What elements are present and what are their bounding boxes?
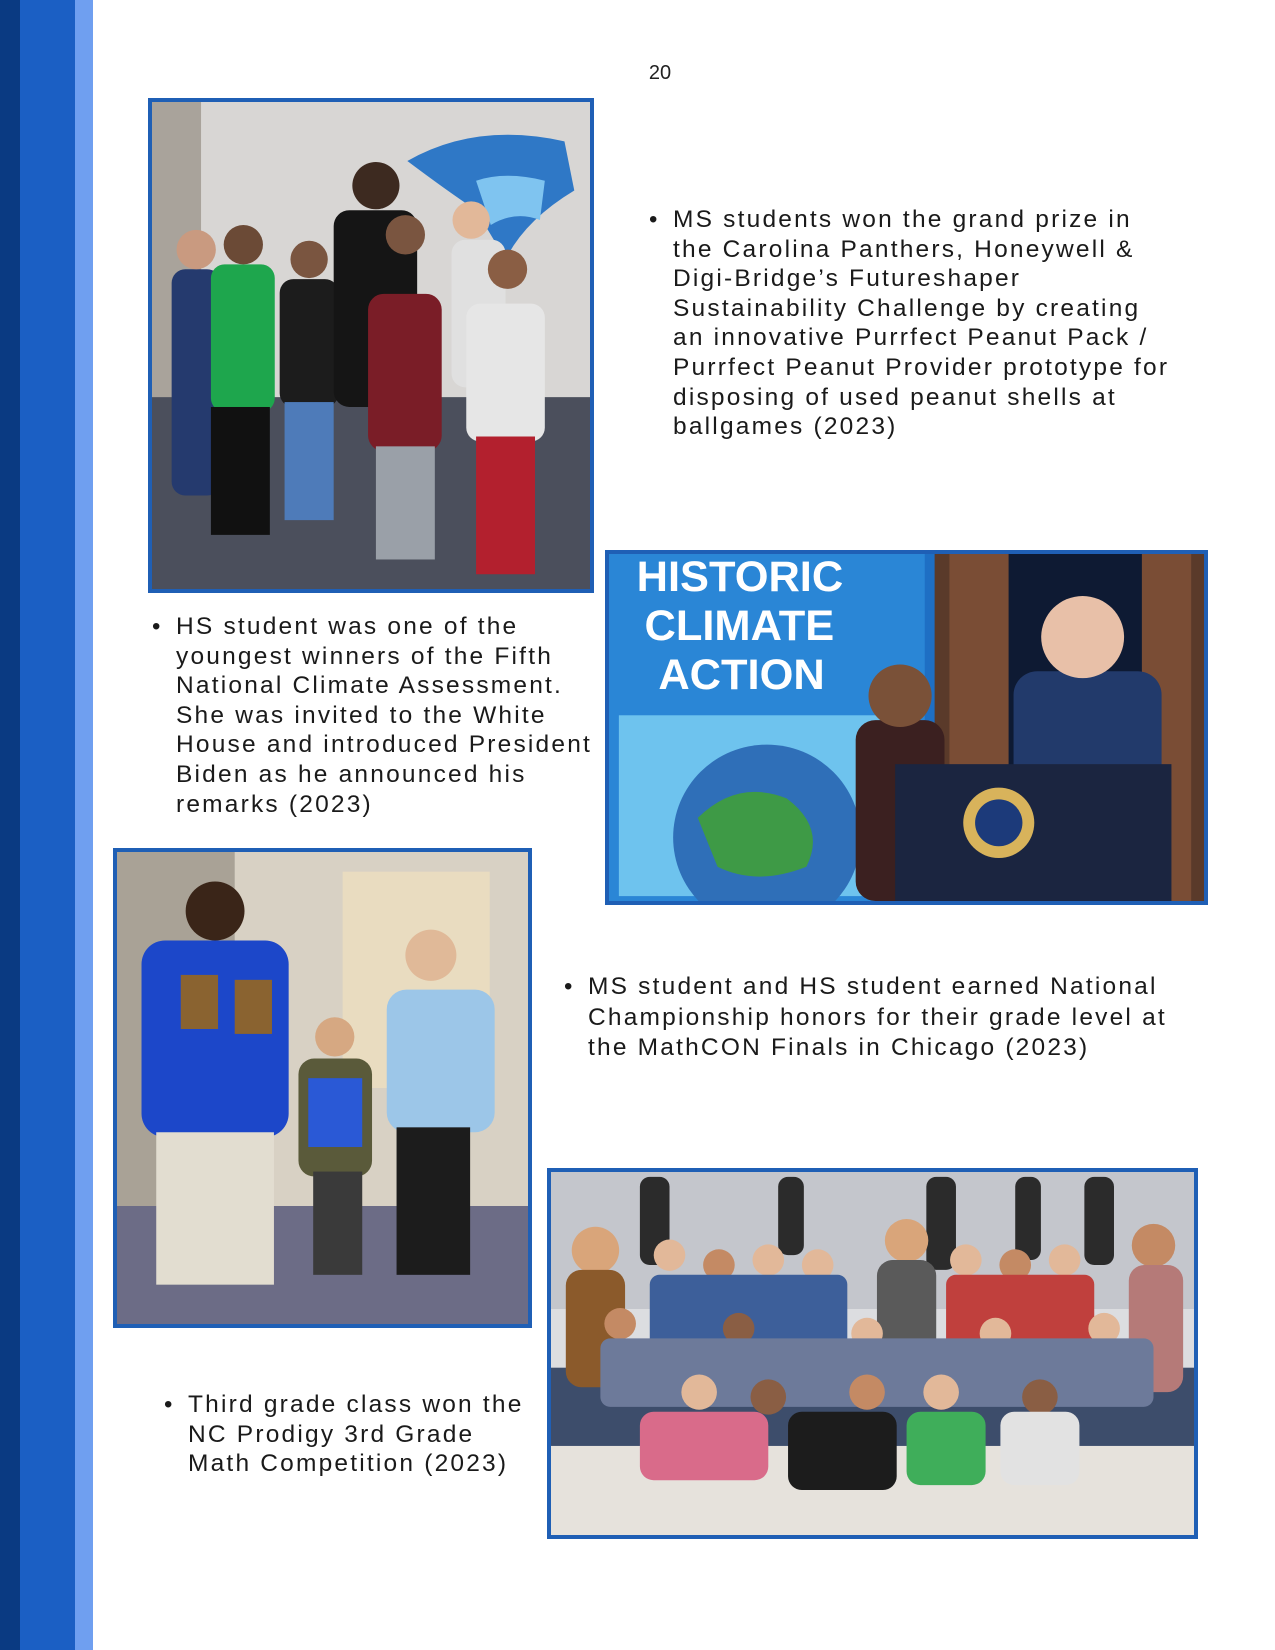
photo-third-grade-class [547, 1168, 1198, 1539]
page-number: 20 [648, 62, 672, 84]
bullet-icon: • [564, 973, 575, 1000]
bullet-icon: • [164, 1391, 175, 1418]
caption-climate-assessment [148, 612, 616, 819]
sidebar-stripe-mid [20, 0, 75, 1650]
caption-text: MS student and HS student earned National Championship honors for their grade level at the MathCON Finals in Chicago (2023) [588, 973, 1167, 1061]
photo-climate-assessment-white-house [605, 550, 1208, 905]
photo-text-line-3: ACTION [658, 651, 825, 699]
photo-panthers-challenge-group [148, 98, 594, 593]
bullet-icon: • [649, 206, 660, 233]
photo-text-line-2: CLIMATE [644, 602, 835, 650]
photo-mathcon-champions [113, 848, 532, 1328]
caption-text: MS students won the grand prize in the Carolina Panthers, Honeywell & Digi-Bridge’s Futureshaper Sustainability Challenge by creating an innovative Purrfect Peanut Pack / Purrfect Peanut Provider prototype for disposing of used peanut shells at ballgames (2023) [673, 206, 1170, 441]
caption-mathcon [560, 972, 1188, 1064]
sidebar-stripe-light [75, 0, 93, 1650]
photo-text-line-1: HISTORIC [636, 554, 844, 602]
caption-text: Third grade class won the NC Prodigy 3rd Grade Math Competition (2023) [188, 1391, 524, 1478]
caption-panthers-challenge [645, 205, 1173, 442]
bullet-icon: • [152, 613, 163, 640]
caption-nc-prodigy [160, 1390, 533, 1479]
sidebar-stripe-dark [0, 0, 20, 1650]
caption-text: HS student was one of the youngest winners of the Fifth National Climate Assessment. She was invited to the White House and introduced President Biden as he announced his remarks (2023) [176, 613, 593, 818]
